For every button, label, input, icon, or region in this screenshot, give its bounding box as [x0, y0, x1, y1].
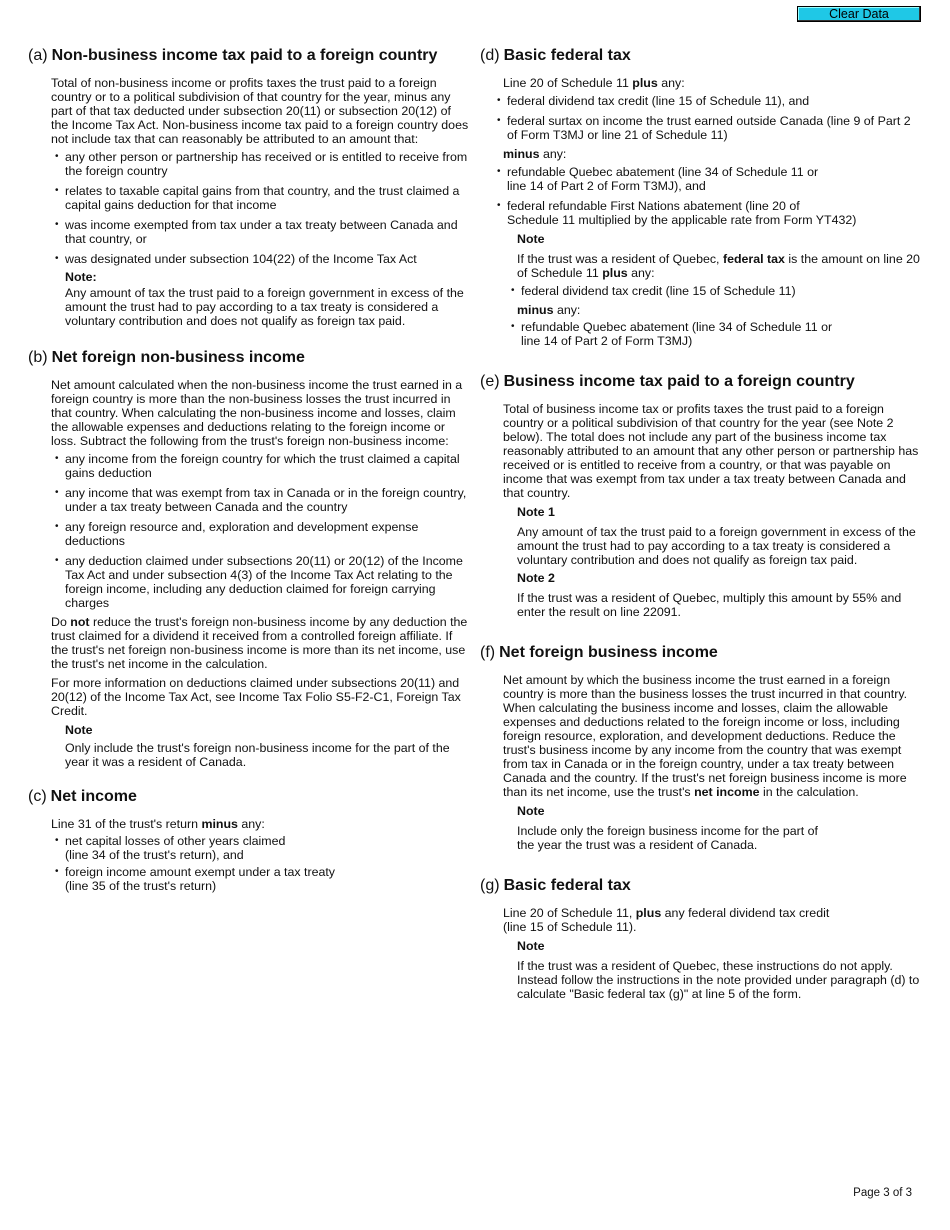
text: (line 34 of the trust's return), and [65, 848, 244, 862]
section-letter: (c) [28, 788, 47, 805]
section-title: Net income [50, 788, 137, 805]
bold-text: plus [602, 266, 628, 280]
section-e-heading [480, 372, 924, 391]
text: any: [539, 147, 567, 161]
bold-text: plus [635, 906, 662, 920]
section-g-intro [503, 906, 924, 934]
text: Include only the foreign business income for the part of [517, 824, 818, 838]
text: any: [237, 817, 265, 831]
note-text: Any amount of tax the trust paid to a foreign government in excess of the amount the trust had to pay according to a tax treaty is considered a voluntary contribution and does not qualify as foreign tax paid. [517, 525, 916, 567]
list-item: • any deduction claimed under subsections 20(11) or 20(12) of the Income Tax Act and under subsection 4(3) of the Income Tax Act relating to the foreign income, including any deduction claimed for foreign carrying charges [51, 554, 470, 610]
section-b-paragraph-2 [51, 615, 470, 671]
note-label: Note: [65, 270, 97, 284]
text: reduce the trust's foreign non-business income by any deduction the trust claimed for a dividend it received from a controlled foreign affiliate. If the trust's net foreign non-business income is more than its net income, use the trust's net income in the calculation. [51, 615, 468, 671]
section-f-heading [480, 643, 924, 662]
text: net capital losses of other years claimed [65, 834, 286, 848]
section-b-paragraph-3: For more information on deductions claimed under subsections 20(11) and 20(12) of the Income Tax Act, see Income Tax Folio S5-F2-C1, Foreign Tax Credit. [51, 676, 461, 718]
list-item: • relates to taxable capital gains from that country, and the trust claimed a capital gains deduction for that income [51, 184, 470, 212]
right-column [480, 46, 924, 1005]
section-e-note-1 [503, 505, 924, 619]
text: (line 15 of Schedule 11). [503, 920, 637, 934]
section-letter: (g) [480, 877, 500, 894]
section-title: Net foreign business income [499, 644, 718, 661]
section-title: Non-business income tax paid to a foreign country [51, 47, 438, 64]
section-f-note [503, 804, 924, 852]
section-g [480, 876, 924, 1001]
text: Line 31 of the trust's return [51, 817, 202, 831]
list-item: • any other person or partnership has received or is entitled to receive from the foreign country [51, 150, 470, 178]
text: Schedule 11 multiplied by the applicable rate from Form YT432) [507, 213, 857, 227]
note-text: Any amount of tax the trust paid to a foreign government in excess of the amount the trust had to pay according to a tax treaty is considered a voluntary contribution and does not qualify as foreign tax paid. [65, 286, 464, 328]
note-label: Note [517, 804, 545, 818]
note-minus [517, 303, 924, 317]
section-g-note [503, 939, 924, 1001]
section-f [480, 643, 924, 852]
section-c [28, 787, 470, 893]
list-item: • any income that was exempt from tax in Canada or in the foreign country, under a tax treaty between Canada and the country [51, 486, 470, 514]
section-title: Business income tax paid to a foreign country [503, 373, 855, 390]
section-d-note-plus-list [507, 284, 924, 298]
section-letter: (f) [480, 644, 496, 661]
section-e-intro: Total of business income tax or profits taxes the trust paid to a foreign country or a political subdivision of that country for the year (see Note 2 below). The total does not include any part of the business income tax reasonably attributed to an amount that any other person or partnership has received or is entitled to receive from a country, or that was payable on income that was exempt from tax under a tax treaty between Canada and that country. [503, 402, 919, 500]
section-b-intro: Net amount calculated when the non-business income the trust earned in a foreign country is more than the non-business losses the trust incurred in that country. When calculating the non-business income and losses, claim the allowable expenses and deductions relating to the foreign income or loss. Subtract the following from the trust's foreign non-business income: [51, 378, 463, 448]
text: any: [627, 266, 655, 280]
list-item: • any income from the foreign country for which the trust claimed a capital gains deduction [51, 452, 470, 480]
section-a [28, 46, 470, 328]
section-letter: (d) [480, 47, 500, 64]
list-item: • federal dividend tax credit (line 15 of Schedule 11), and [493, 94, 924, 108]
text: refundable Quebec abatement (line 34 of Schedule 11 or [521, 320, 833, 334]
list-item [493, 165, 924, 193]
text: the year the trust was a resident of Canada. [517, 838, 758, 852]
section-title: Net foreign non-business income [51, 349, 305, 366]
text: any: [553, 303, 581, 317]
text: If the trust was a resident of Quebec, [517, 252, 723, 266]
text: Line 20 of Schedule 11, [503, 906, 636, 920]
section-c-intro [51, 817, 470, 831]
section-letter: (a) [28, 47, 48, 64]
bold-text: minus [517, 303, 554, 317]
section-a-note [51, 270, 470, 328]
text: in the calculation. [759, 785, 859, 799]
text: federal refundable First Nations abatement (line 20 of [507, 199, 800, 213]
note-text [517, 824, 924, 852]
section-title: Basic federal tax [503, 877, 631, 894]
list-item: • was income exempted from tax under a tax treaty between Canada and that country, or [51, 218, 470, 246]
text: is the amount on line 20 of Schedule 11 [517, 252, 920, 280]
note-label: Note 1 [517, 505, 555, 519]
text: refundable Quebec abatement (line 34 of Schedule 11 or [507, 165, 819, 179]
note-label: Note [517, 232, 545, 246]
list-item [51, 834, 470, 862]
section-letter: (e) [480, 373, 500, 390]
section-d [480, 46, 924, 348]
note-text: Only include the trust's foreign non-business income for the part of the year it was a resident of Canada. [65, 741, 450, 769]
section-d-note [503, 232, 924, 348]
bold-text: minus [201, 817, 238, 831]
section-b-list [51, 452, 470, 610]
section-c-list [51, 834, 470, 893]
list-item [51, 865, 470, 893]
note-label: Note [65, 723, 93, 737]
bold-text: net income [694, 785, 760, 799]
section-g-heading [480, 876, 924, 895]
section-d-intro [503, 76, 924, 90]
section-a-heading [28, 46, 470, 65]
section-e [480, 372, 924, 619]
section-b-heading [28, 348, 470, 367]
section-f-intro [503, 673, 924, 799]
section-b [28, 348, 470, 769]
note-label: Note [517, 939, 545, 953]
clear-data-button[interactable]: Clear Data [797, 6, 921, 22]
bold-text: minus [503, 147, 540, 161]
note-text [517, 252, 924, 280]
list-item: • federal dividend tax credit (line 15 of Schedule 11) [507, 284, 924, 298]
list-item [493, 199, 924, 227]
bold-text: plus [632, 76, 658, 90]
text: Line 20 of Schedule 11 [503, 76, 633, 90]
section-d-minus-list [493, 165, 924, 227]
list-item [507, 320, 924, 348]
list-item: • any foreign resource and, exploration and development expense deductions [51, 520, 470, 548]
section-a-intro: Total of non-business income or profits taxes the trust paid to a foreign country or to a political subdivision of that country for the year, minus any part of that tax deducted under subsection 20(11) or subsection 20(12) of the Income Tax Act. Non-business income tax paid to a foreign country does not include tax that can reasonably be attributed to an amount that: [51, 76, 469, 146]
list-item: • federal surtax on income the trust earned outside Canada (line 9 of Part 2 of Form T3MJ or line 21 of Schedule 11) [493, 114, 924, 142]
bold-text: federal tax [722, 252, 785, 266]
text: line 14 of Part 2 of Form T3MJ) [521, 334, 693, 348]
text: Do [51, 615, 71, 629]
text: line 14 of Part 2 of Form T3MJ), and [507, 179, 706, 193]
section-d-heading [480, 46, 924, 65]
bold-text: not [70, 615, 90, 629]
section-b-note [51, 723, 470, 769]
text: any: [657, 76, 685, 90]
page-number: Page 3 of 3 [853, 1187, 912, 1199]
text: (line 35 of the trust's return) [65, 879, 217, 893]
section-title: Basic federal tax [503, 47, 631, 64]
section-letter: (b) [28, 349, 48, 366]
note-label: Note 2 [517, 571, 555, 585]
section-d-note-minus-list [507, 320, 924, 348]
text: any federal dividend tax credit [661, 906, 830, 920]
section-a-list [51, 150, 470, 266]
text: foreign income amount exempt under a tax treaty [65, 865, 335, 879]
section-d-minus [503, 147, 924, 161]
section-c-heading [28, 787, 470, 806]
note-text: If the trust was a resident of Quebec, multiply this amount by 55% and enter the result on line 22091. [517, 591, 902, 619]
note-text: If the trust was a resident of Quebec, these instructions do not apply. Instead follow the instructions in the note provided under paragraph (d) to calculate "Basic federal tax (g)" at line 5 of the form. [517, 959, 920, 1001]
section-d-plus-list [493, 94, 924, 142]
list-item: • was designated under subsection 104(22) of the Income Tax Act [51, 252, 470, 266]
text: Net amount by which the business income the trust earned in a foreign country is more than the business losses the trust incurred in that country. When calculating the business income and losses, claim the allowable expenses and deductions related to the foreign income or loss, including foreign resource, exploration, and development deductions. Reduce the trust's business income by any income from the country that was exempt from tax in Canada or in the foreign country, under a tax treaty between Canada and the country. If the trust's net foreign business income is more than its net income, use the trust's [503, 673, 908, 799]
left-column [28, 46, 470, 899]
